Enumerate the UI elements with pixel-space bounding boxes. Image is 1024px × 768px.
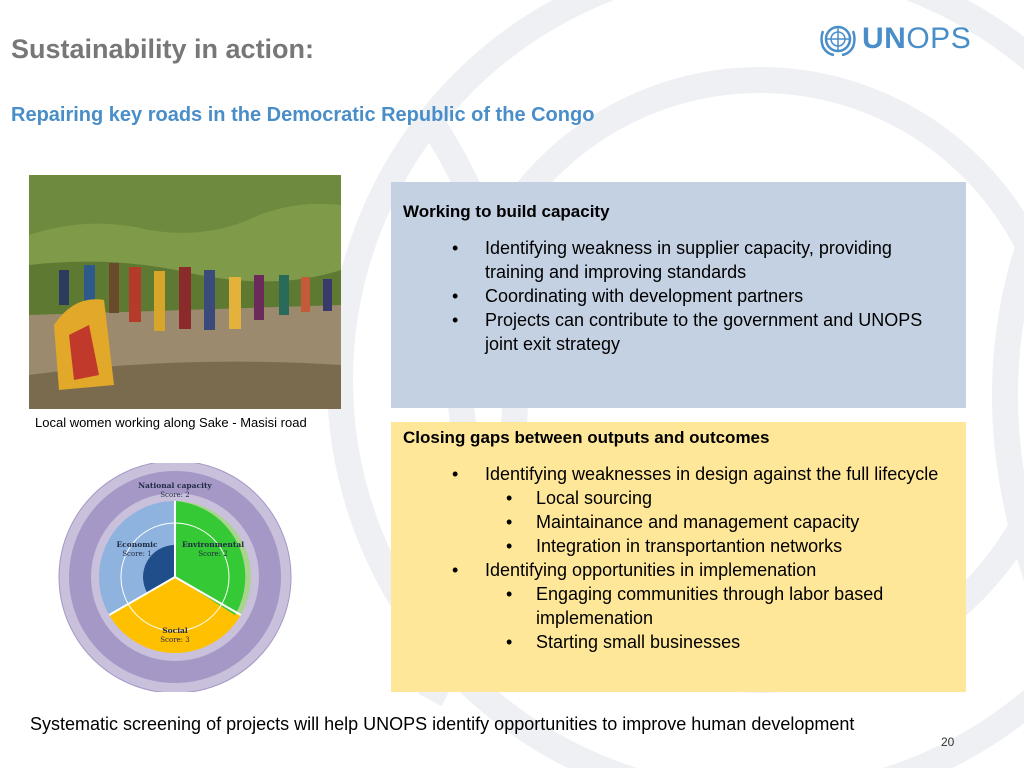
economic-label: Economic	[116, 540, 158, 549]
gaps-subitem: • Integration in transportantion networks	[403, 534, 954, 558]
environmental-label: Environmental	[181, 540, 245, 549]
logo-un: UN	[862, 22, 907, 55]
environmental-score: Score: 2	[198, 550, 228, 558]
sustainability-wheel	[52, 463, 293, 692]
gaps-panel	[391, 422, 966, 692]
slide-title: Sustainability in action:	[11, 34, 315, 64]
social-score: Score: 3	[160, 636, 190, 644]
gaps-subitem: • Maintainance and management capacity	[403, 510, 954, 534]
slide-subtitle: Repairing key roads in the Democratic Republic of the Congo	[11, 104, 595, 126]
gaps-subitem: • Local sourcing	[403, 486, 954, 510]
capacity-item: • Coordinating with development partners	[403, 284, 954, 308]
capacity-panel	[391, 182, 966, 408]
economic-score: Score: 1	[122, 550, 152, 558]
footer-statement: Systematic screening of projects will help UNOPS identify opportunities to improve human development	[30, 714, 855, 734]
national-capacity-label: National capacity	[138, 481, 212, 490]
gaps-heading: Closing gaps between outputs and outcomes	[403, 428, 770, 447]
gaps-item: • Identifying opportunities in implemenation	[403, 558, 954, 582]
capacity-list	[403, 236, 954, 356]
gaps-item: • Identifying weaknesses in design against the full lifecycle	[403, 462, 954, 486]
wheel-graphic	[52, 463, 293, 692]
logo-ops: OPS	[906, 22, 972, 55]
unops-logo	[818, 20, 971, 58]
photo-caption: Local women working along Sake - Masisi road	[35, 415, 307, 430]
logo-text	[862, 24, 971, 54]
capacity-item: • Identifying weakness in supplier capacity, providing training and improving standards	[403, 236, 954, 284]
page-number: 20	[941, 735, 955, 749]
gaps-subitem: • Starting small businesses	[403, 630, 954, 654]
capacity-heading: Working to build capacity	[403, 202, 610, 221]
national-capacity-score: Score: 2	[160, 491, 190, 499]
capacity-item: • Projects can contribute to the government and UNOPS joint exit strategy	[403, 308, 954, 356]
road-workers-photo	[29, 175, 341, 409]
un-emblem-icon	[818, 21, 858, 57]
social-label: Social	[162, 626, 188, 635]
gaps-list	[403, 462, 954, 654]
gaps-subitem: • Engaging communities through labor based implemenation	[403, 582, 954, 630]
